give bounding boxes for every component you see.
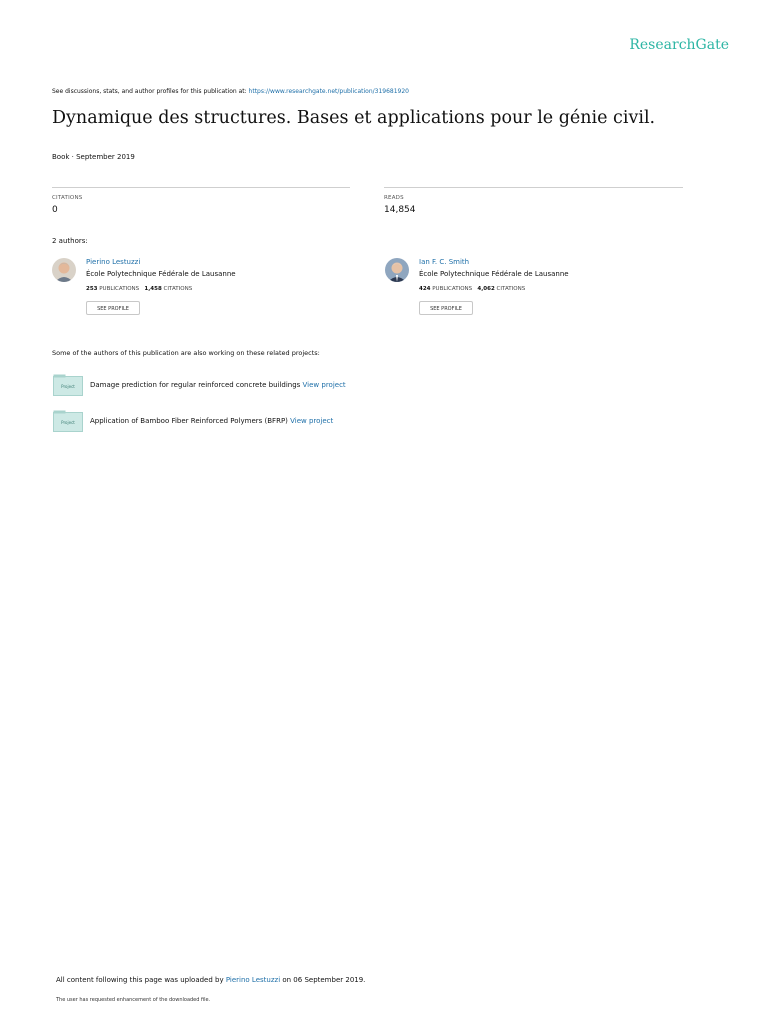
author-citation-count: 4,062 bbox=[477, 286, 495, 292]
discussion-text: See discussions, stats, and author profiles for this publication at: bbox=[52, 88, 249, 95]
author-avatar[interactable] bbox=[385, 258, 409, 282]
author-institution: École Polytechnique Fédérale de Lausanne bbox=[86, 270, 236, 278]
reads-divider bbox=[384, 187, 683, 188]
upload-prefix: All content following this page was uploaded by bbox=[56, 976, 226, 984]
uploader-link[interactable]: Pierino Lestuzzi bbox=[225, 976, 281, 984]
project-icon-label: Project bbox=[61, 384, 75, 389]
project-item bbox=[90, 417, 333, 425]
authors-heading: 2 authors: bbox=[52, 237, 88, 245]
citations-label: CITATIONS bbox=[52, 195, 83, 201]
project-icon-label: Project bbox=[61, 420, 75, 425]
author-card bbox=[52, 258, 352, 328]
researchgate-logo[interactable]: ResearchGate bbox=[629, 37, 729, 53]
upload-notice bbox=[56, 976, 365, 984]
citations-count: 0 bbox=[52, 205, 58, 215]
related-projects-heading: Some of the authors of this publication are also working on these related projects: bbox=[52, 349, 320, 357]
publication-url-link[interactable]: https://www.researchgate.net/publication/319681920 bbox=[248, 88, 409, 95]
author-name-link[interactable]: Pierino Lestuzzi bbox=[86, 258, 141, 266]
citations-divider bbox=[52, 187, 350, 188]
author-publications-label: PUBLICATIONS bbox=[99, 286, 140, 292]
author-stats bbox=[419, 286, 525, 292]
enhancement-note: The user has requested enhancement of the downloaded file. bbox=[56, 997, 211, 1003]
author-publication-count: 424 bbox=[419, 286, 431, 292]
author-institution: École Polytechnique Fédérale de Lausanne bbox=[419, 270, 569, 278]
see-profile-button[interactable]: SEE PROFILE bbox=[419, 301, 473, 315]
author-name-link[interactable]: Ian F. C. Smith bbox=[419, 258, 470, 266]
upload-suffix: on 06 September 2019. bbox=[280, 976, 366, 984]
view-project-link[interactable]: View project bbox=[290, 417, 334, 425]
reads-label: READS bbox=[384, 195, 404, 201]
project-item bbox=[90, 381, 346, 389]
author-publication-count: 253 bbox=[86, 286, 98, 292]
reads-count: 14,854 bbox=[384, 205, 416, 215]
author-publications-label: PUBLICATIONS bbox=[432, 286, 473, 292]
project-title: Damage prediction for regular reinforced concrete buildings bbox=[90, 381, 303, 389]
author-stats bbox=[86, 286, 192, 292]
discussion-line bbox=[52, 88, 409, 95]
author-card bbox=[385, 258, 685, 328]
author-citation-count: 1,458 bbox=[144, 286, 162, 292]
see-profile-button[interactable]: SEE PROFILE bbox=[86, 301, 140, 315]
project-title: Application of Bamboo Fiber Reinforced Polymers (BFRP) bbox=[90, 417, 291, 425]
project-icon[interactable] bbox=[53, 374, 83, 394]
author-citations-label: CITATIONS bbox=[496, 286, 526, 292]
project-icon[interactable] bbox=[53, 410, 83, 430]
publication-title: Dynamique des structures. Bases et applications pour le génie civil. bbox=[52, 108, 656, 128]
author-citations-label: CITATIONS bbox=[163, 286, 193, 292]
view-project-link[interactable]: View project bbox=[302, 381, 346, 389]
author-avatar[interactable] bbox=[52, 258, 76, 282]
publication-type-date: Book · September 2019 bbox=[52, 153, 135, 161]
